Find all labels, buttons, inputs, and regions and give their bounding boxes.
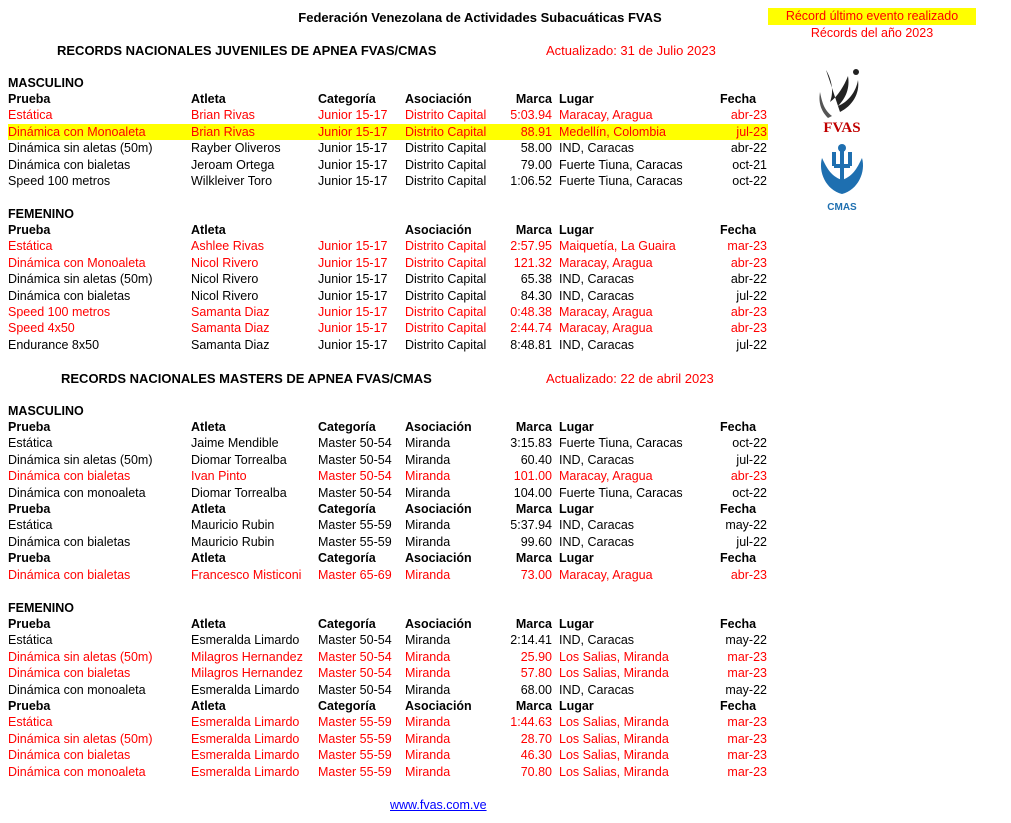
table-row: [8, 682, 768, 698]
cell-asociacion: Miranda: [405, 518, 451, 533]
table-row: [8, 140, 768, 156]
cell-prueba: Dinámica con bialetas: [8, 748, 131, 763]
cell-categoria: Master 55-59: [318, 731, 392, 746]
cell-fecha: oct-21: [732, 157, 767, 172]
juveniles-title: RECORDS NACIONALES JUVENILES DE APNEA FVAS/CMAS: [57, 43, 437, 58]
cell-asociacion: Miranda: [405, 633, 451, 648]
cell-prueba: Dinámica con bialetas: [8, 666, 131, 681]
header-asociacion: Asociación: [405, 502, 472, 516]
cell-fecha: abr-22: [730, 272, 767, 287]
cell-marca: 5:03.94: [510, 108, 552, 123]
table-row: [8, 632, 768, 648]
cell-asociacion: Miranda: [405, 731, 451, 746]
table-row: [8, 534, 768, 550]
table-row: [8, 485, 768, 501]
cell-lugar: IND, Caracas: [559, 288, 635, 303]
header-categoria: Categoría: [318, 502, 376, 516]
cell-prueba: Dinámica con bialetas: [8, 157, 131, 172]
cell-fecha: mar-23: [727, 748, 767, 763]
cell-fecha: may-22: [725, 682, 767, 697]
header-prueba: Prueba: [8, 502, 51, 516]
cell-lugar: Fuerte Tiuna, Caracas: [559, 157, 683, 172]
cell-atleta: Mauricio Rubin: [191, 518, 275, 533]
cell-lugar: Maracay, Aragua: [559, 469, 653, 484]
cell-lugar: Maracay, Aragua: [559, 255, 653, 270]
cell-marca: 5:37.94: [510, 518, 552, 533]
masters-femenino-label: FEMENINO: [8, 601, 74, 615]
cell-atleta: Brian Rivas: [191, 124, 255, 139]
cell-asociacion: Distrito Capital: [405, 239, 487, 254]
table-row: [8, 468, 768, 484]
cell-lugar: Maracay, Aragua: [559, 305, 653, 319]
cell-fecha: abr-23: [730, 321, 767, 336]
cell-atleta: Jeroam Ortega: [191, 157, 275, 172]
cell-atleta: Diomar Torrealba: [191, 485, 287, 500]
cell-lugar: Maiquetía, La Guaira: [559, 239, 676, 254]
cell-atleta: Esmeralda Limardo: [191, 731, 300, 746]
header-atleta: Atleta: [191, 699, 226, 713]
header-asociacion: Asociación: [405, 92, 472, 106]
header-fecha: Fecha: [720, 420, 757, 434]
table-row: [8, 452, 768, 468]
cell-fecha: may-22: [725, 518, 767, 533]
table-header-row: [8, 616, 768, 632]
cell-prueba: Estática: [8, 108, 53, 123]
table-row: [8, 764, 768, 780]
cell-asociacion: Distrito Capital: [405, 337, 487, 352]
table-row: [8, 304, 768, 320]
cell-marca: 84.30: [520, 288, 552, 303]
cell-prueba: Dinámica con monoaleta: [8, 682, 146, 697]
table-row: [8, 567, 768, 583]
cell-categoria: Master 55-59: [318, 748, 392, 763]
header-atleta: Atleta: [191, 223, 226, 237]
cell-categoria: Junior 15-17: [318, 174, 388, 188]
cell-atleta: Esmeralda Limardo: [191, 682, 300, 697]
cell-prueba: Dinámica con bialetas: [8, 288, 131, 303]
cell-categoria: Junior 15-17: [318, 305, 388, 319]
table-header-row: [8, 91, 768, 107]
cell-asociacion: Distrito Capital: [405, 108, 487, 123]
header-atleta: Atleta: [191, 551, 226, 566]
header-prueba: Prueba: [8, 92, 51, 106]
header-asociacion: Asociación: [405, 699, 472, 713]
cell-prueba: Dinámica sin aletas (50m): [8, 141, 153, 156]
cell-fecha: jul-23: [736, 124, 767, 139]
cell-atleta: Milagros Hernandez: [191, 649, 303, 664]
cell-atleta: Samanta Diaz: [191, 305, 270, 319]
cell-prueba: Estática: [8, 518, 53, 533]
table-row: [8, 649, 768, 665]
table-row: [8, 665, 768, 681]
header-atleta: Atleta: [191, 92, 226, 106]
cell-prueba: Speed 100 metros: [8, 305, 111, 319]
cell-asociacion: Distrito Capital: [405, 272, 487, 287]
cell-categoria: Junior 15-17: [318, 124, 388, 139]
cell-marca: 65.38: [520, 272, 552, 287]
header-atleta: Atleta: [191, 420, 226, 434]
cell-marca: 3:15.83: [510, 436, 552, 451]
masters-title: RECORDS NACIONALES MASTERS DE APNEA FVAS/CMAS: [61, 371, 432, 386]
header-marca: Marca: [515, 617, 552, 631]
cell-categoria: Master 50-54: [318, 452, 392, 467]
cell-atleta: Esmeralda Limardo: [191, 748, 300, 763]
cell-lugar: Medellín, Colombia: [559, 124, 666, 139]
cell-asociacion: Distrito Capital: [405, 174, 487, 188]
table-row: [8, 731, 768, 747]
cell-lugar: IND, Caracas: [559, 633, 635, 648]
website-link[interactable]: www.fvas.com.ve: [390, 798, 487, 812]
header-asociacion: Asociación: [405, 420, 472, 434]
juveniles-masculino-label: MASCULINO: [8, 76, 84, 90]
table-row: [8, 337, 768, 353]
cell-marca: 57.80: [520, 666, 552, 681]
header-categoria: Categoría: [318, 92, 376, 106]
cell-prueba: Dinámica sin aletas (50m): [8, 272, 153, 287]
cell-fecha: jul-22: [736, 452, 767, 467]
cell-prueba: Estática: [8, 436, 53, 451]
cell-lugar: Los Salias, Miranda: [559, 764, 669, 779]
header-fecha: Fecha: [720, 92, 757, 106]
header-marca: Marca: [515, 699, 552, 713]
cell-lugar: Los Salias, Miranda: [559, 731, 669, 746]
cell-marca: 58.00: [520, 141, 552, 156]
cell-categoria: Master 50-54: [318, 485, 392, 500]
cell-asociacion: Miranda: [405, 452, 451, 467]
header-prueba: Prueba: [8, 699, 51, 713]
legend-year-records: Récords del año 2023: [810, 26, 934, 40]
cell-marca: 2:44.74: [510, 321, 552, 336]
cell-lugar: IND, Caracas: [559, 518, 635, 533]
cell-lugar: Fuerte Tiuna, Caracas: [559, 485, 683, 500]
header-marca: Marca: [515, 92, 552, 106]
cell-fecha: mar-23: [727, 239, 767, 254]
cell-fecha: mar-23: [727, 715, 767, 730]
cell-prueba: Dinámica con bialetas: [8, 567, 131, 582]
cell-asociacion: Distrito Capital: [405, 321, 487, 336]
cell-lugar: Los Salias, Miranda: [559, 715, 669, 730]
cell-atleta: Samanta Diaz: [191, 321, 270, 336]
cell-atleta: Nicol Rivero: [191, 288, 259, 303]
cell-prueba: Estática: [8, 239, 53, 254]
cell-categoria: Master 50-54: [318, 436, 392, 451]
header-lugar: Lugar: [559, 92, 594, 106]
header-fecha: Fecha: [720, 502, 757, 516]
cell-fecha: mar-23: [727, 764, 767, 779]
header-marca: Marca: [515, 551, 552, 566]
header-prueba: Prueba: [8, 617, 51, 631]
cell-lugar: Fuerte Tiuna, Caracas: [559, 174, 683, 188]
cell-lugar: Los Salias, Miranda: [559, 748, 669, 763]
juveniles-femenino-label: FEMENINO: [8, 207, 74, 221]
cell-atleta: Brian Rivas: [191, 108, 255, 123]
cell-fecha: jul-22: [736, 337, 767, 352]
header-lugar: Lugar: [559, 699, 594, 713]
cell-marca: 0:48.38: [510, 305, 552, 319]
fvas-logo-text: FVAS: [823, 120, 861, 136]
cell-atleta: Esmeralda Limardo: [191, 715, 300, 730]
cell-fecha: mar-23: [727, 731, 767, 746]
cell-fecha: abr-22: [730, 141, 767, 156]
header-lugar: Lugar: [559, 223, 594, 237]
cell-marca: 2:57.95: [510, 239, 552, 254]
cell-fecha: oct-22: [732, 436, 767, 451]
header-lugar: Lugar: [559, 551, 594, 566]
cell-prueba: Dinámica sin aletas (50m): [8, 731, 153, 746]
cell-fecha: mar-23: [727, 649, 767, 664]
cell-marca: 25.90: [520, 649, 552, 664]
logos: [812, 62, 872, 217]
table-row: [8, 124, 768, 140]
header-fecha: Fecha: [720, 617, 757, 631]
cell-categoria: Master 55-59: [318, 518, 392, 533]
cell-prueba: Dinámica con monoaleta: [8, 764, 146, 779]
cell-marca: 68.00: [520, 682, 552, 697]
header-atleta: Atleta: [191, 617, 226, 631]
header-marca: Marca: [515, 502, 552, 516]
cell-asociacion: Miranda: [405, 485, 451, 500]
cell-fecha: oct-22: [732, 174, 767, 188]
table-header-row: [8, 501, 768, 517]
cell-fecha: abr-23: [730, 255, 767, 270]
cell-categoria: Junior 15-17: [318, 321, 388, 336]
cell-atleta: Nicol Rivero: [191, 255, 259, 270]
header-categoria: Categoría: [318, 551, 376, 566]
table-header-row: [8, 698, 768, 714]
cell-lugar: Los Salias, Miranda: [559, 666, 669, 681]
cell-marca: 60.40: [520, 452, 552, 467]
cell-asociacion: Distrito Capital: [405, 255, 487, 270]
header-categoria: Categoría: [318, 420, 376, 434]
header-prueba: Prueba: [8, 551, 51, 566]
legend-latest-event: Récord último evento realizado: [768, 8, 976, 25]
cell-prueba: Speed 4x50: [8, 321, 75, 336]
cell-prueba: Dinámica sin aletas (50m): [8, 649, 153, 664]
header-fecha: Fecha: [720, 223, 757, 237]
header-fecha: Fecha: [720, 551, 757, 566]
cell-marca: 8:48.81: [510, 337, 552, 352]
cell-atleta: Milagros Hernandez: [191, 666, 303, 681]
cell-categoria: Junior 15-17: [318, 157, 388, 172]
table-row: [8, 435, 768, 451]
cell-atleta: Diomar Torrealba: [191, 452, 287, 467]
cell-lugar: IND, Caracas: [559, 337, 635, 352]
swimmer-figure-icon: [819, 69, 859, 118]
cell-atleta: Ashlee Rivas: [191, 239, 264, 254]
cell-atleta: Jaime Mendible: [191, 436, 279, 451]
cell-categoria: Junior 15-17: [318, 288, 388, 303]
table-row: [8, 320, 768, 336]
table-row: [8, 238, 768, 254]
header-asociacion: Asociación: [405, 223, 472, 237]
header-lugar: Lugar: [559, 502, 594, 516]
cell-prueba: Estática: [8, 633, 53, 648]
header-lugar: Lugar: [559, 617, 594, 631]
cell-prueba: Dinámica con bialetas: [8, 534, 131, 549]
header-lugar: Lugar: [559, 420, 594, 434]
cell-lugar: Fuerte Tiuna, Caracas: [559, 436, 683, 451]
table-row: [8, 107, 768, 123]
header-marca: Marca: [515, 420, 552, 434]
table-row: [8, 255, 768, 271]
cell-asociacion: Miranda: [405, 764, 451, 779]
cell-asociacion: Miranda: [405, 715, 451, 730]
cell-asociacion: Miranda: [405, 748, 451, 763]
table-row: [8, 517, 768, 533]
cell-categoria: Master 50-54: [318, 633, 392, 648]
cell-marca: 1:06.52: [510, 174, 552, 188]
cell-fecha: abr-23: [730, 469, 767, 484]
cell-asociacion: Miranda: [405, 682, 451, 697]
fvas-cmas-logos: [812, 62, 872, 217]
cell-asociacion: Miranda: [405, 666, 451, 681]
cell-categoria: Master 55-59: [318, 534, 392, 549]
cell-atleta: Rayber Oliveros: [191, 141, 281, 156]
cell-marca: 88.91: [520, 124, 552, 139]
cell-categoria: Junior 15-17: [318, 255, 388, 270]
cell-prueba: Speed 100 metros: [8, 174, 111, 188]
cell-marca: 2:14.41: [510, 633, 552, 648]
cell-fecha: jul-22: [736, 534, 767, 549]
cell-prueba: Endurance 8x50: [8, 337, 100, 352]
cell-prueba: Dinámica con bialetas: [8, 469, 131, 484]
cell-asociacion: Miranda: [405, 534, 451, 549]
header-asociacion: Asociación: [405, 617, 472, 631]
cell-marca: 28.70: [520, 731, 552, 746]
table-row: [8, 714, 768, 730]
cell-asociacion: Distrito Capital: [405, 141, 487, 156]
cell-categoria: Junior 15-17: [318, 108, 388, 123]
cell-lugar: Maracay, Aragua: [559, 321, 653, 336]
cell-prueba: Dinámica con Monoaleta: [8, 124, 146, 139]
cell-fecha: oct-22: [732, 485, 767, 500]
cell-asociacion: Miranda: [405, 436, 451, 451]
header-categoria: Categoría: [318, 617, 376, 631]
cell-prueba: Dinámica con monoaleta: [8, 485, 146, 500]
cell-atleta: Ivan Pinto: [191, 469, 247, 484]
cell-atleta: Nicol Rivero: [191, 272, 259, 287]
cmas-logo-text: CMAS: [827, 202, 857, 213]
cell-lugar: IND, Caracas: [559, 534, 635, 549]
cell-categoria: Junior 15-17: [318, 239, 388, 254]
cell-categoria: Master 65-69: [318, 567, 392, 582]
cell-categoria: Master 50-54: [318, 666, 392, 681]
header-prueba: Prueba: [8, 223, 51, 237]
cell-prueba: Dinámica con Monoaleta: [8, 255, 146, 270]
cell-lugar: IND, Caracas: [559, 272, 635, 287]
cell-asociacion: Distrito Capital: [405, 124, 487, 139]
cell-marca: 79.00: [520, 157, 552, 172]
masters-masculino-label: MASCULINO: [8, 404, 84, 418]
cell-asociacion: Miranda: [405, 469, 451, 484]
cell-categoria: Master 50-54: [318, 682, 392, 697]
table-row: [8, 747, 768, 763]
cell-prueba: Dinámica sin aletas (50m): [8, 452, 153, 467]
cell-prueba: Estática: [8, 715, 53, 730]
cell-asociacion: Distrito Capital: [405, 157, 487, 172]
cell-categoria: Junior 15-17: [318, 272, 388, 287]
cell-atleta: Francesco Misticoni: [191, 567, 302, 582]
cell-fecha: mar-23: [727, 666, 767, 681]
cell-fecha: abr-23: [730, 305, 767, 319]
cell-lugar: IND, Caracas: [559, 452, 635, 467]
cell-marca: 70.80: [520, 764, 552, 779]
cell-atleta: Esmeralda Limardo: [191, 633, 300, 648]
cell-marca: 99.60: [520, 534, 552, 549]
header-asociacion: Asociación: [405, 551, 472, 566]
table-row: [8, 271, 768, 287]
cell-categoria: Junior 15-17: [318, 141, 388, 156]
header-prueba: Prueba: [8, 420, 51, 434]
cell-marca: 121.32: [513, 255, 552, 270]
cell-asociacion: Miranda: [405, 567, 451, 582]
cell-fecha: may-22: [725, 633, 767, 648]
juveniles-updated: Actualizado: 31 de Julio 2023: [546, 43, 716, 58]
cell-asociacion: Miranda: [405, 649, 451, 664]
cell-lugar: Maracay, Aragua: [559, 108, 653, 123]
cell-categoria: Master 50-54: [318, 649, 392, 664]
cell-lugar: Los Salias, Miranda: [559, 649, 669, 664]
cell-marca: 1:44.63: [510, 715, 552, 730]
cell-fecha: abr-23: [730, 567, 767, 582]
cell-atleta: Wilkleiver Toro: [191, 174, 273, 188]
table-row: [8, 288, 768, 304]
cell-lugar: IND, Caracas: [559, 682, 635, 697]
federation-title: Federación Venezolana de Actividades Subacuáticas FVAS: [298, 10, 662, 25]
cell-marca: 46.30: [520, 748, 552, 763]
header-atleta: Atleta: [191, 502, 226, 516]
cell-categoria: Master 50-54: [318, 469, 392, 484]
cell-marca: 104.00: [513, 485, 552, 500]
header-marca: Marca: [515, 223, 552, 237]
cell-atleta: Mauricio Rubin: [191, 534, 275, 549]
cell-lugar: IND, Caracas: [559, 141, 635, 156]
masters-updated: Actualizado: 22 de abril 2023: [546, 371, 714, 386]
cell-categoria: Master 55-59: [318, 715, 392, 730]
table-header-row: [8, 222, 768, 238]
cell-asociacion: Distrito Capital: [405, 288, 487, 303]
cell-fecha: abr-23: [730, 108, 767, 123]
cell-lugar: Maracay, Aragua: [559, 567, 653, 582]
cell-atleta: Samanta Diaz: [191, 337, 270, 352]
header-fecha: Fecha: [720, 699, 757, 713]
table-header-row: [8, 419, 768, 435]
cell-atleta: Esmeralda Limardo: [191, 764, 300, 779]
cell-marca: 101.00: [513, 469, 552, 484]
cell-categoria: Junior 15-17: [318, 337, 388, 352]
cell-asociacion: Distrito Capital: [405, 305, 487, 319]
table-header-row: [8, 550, 768, 566]
cell-categoria: Master 55-59: [318, 764, 392, 779]
cell-fecha: jul-22: [736, 288, 767, 303]
table-row: [8, 173, 768, 189]
header-categoria: Categoría: [318, 699, 376, 713]
cell-marca: 73.00: [520, 567, 552, 582]
table-row: [8, 157, 768, 173]
diver-trident-icon: [821, 144, 863, 194]
